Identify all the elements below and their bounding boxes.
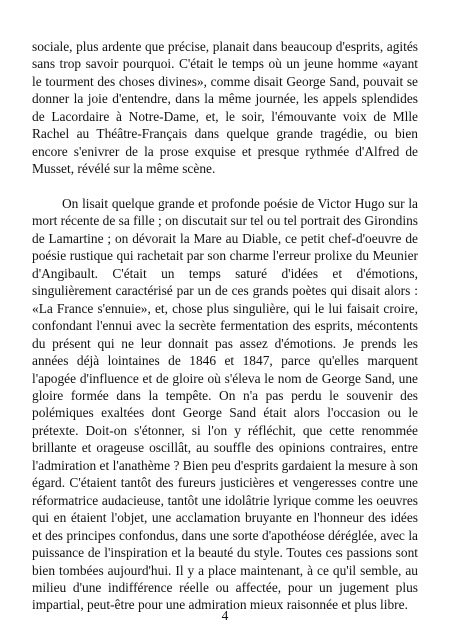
body-paragraph: sociale, plus ardente que précise, planait dans beaucoup d'esprits, agités sans trop savoir pourquoi. C'était le temps où un jeune homme «ayant le tourment des choses divines», comme disait George Sand, pouvait se donner la joie d'entendre, dans la même journée, les appels splendides de Lacordaire à Notre-Dame, et, le soir, l'émouvante voix de Mlle Rachel au Théâtre-Français dans quelque grande tragédie, ou bien encore s'enivrer de la prose exquise et presque rythmée d'Alfred de Musset, révélé sur la même scène.	[32, 39, 418, 177]
page-body	[32, 38, 418, 614]
body-paragraph: On lisait quelque grande et profonde poésie de Victor Hugo sur la mort récente de sa fille ; on discutait sur tel ou tel portrait des Girondins de Lamartine ; on dévorait la Mare au Diable, ce petit chef-d'oeuvre de poésie rustique qui rachetait par son charme l'erreur prolixe du Meunier d'Angibault. C'était un temps saturé d'idées et d'émotions, singulièrement caractérisé par un de ces grands poètes qui disait alors : «La France s'ennuie», et, chose plus singulière, qui le lui faisait croire, confondant l'ennui avec la secrète fermentation des esprits, mécontents du présent qui ne leur donnait pas assez d'émotions. Je prends les années déjà lointaines de 1846 et 1847, parce qu'elles marquent l'apogée d'influence et de gloire où s'éleva le nom de George Sand, une gloire formée dans la tempête. On n'a pas perdu le souvenir des polémiques exaltées dont George Sand était alors l'occasion ou le prétexte. Doit-on s'étonner, si l'on y réfléchit, que cette renommée brillante et orageuse oscillât, au souffle des opinions contraires, entre l'admiration et l'anathème ? Bien peu d'esprits gardaient la mesure à son égard. C'étaient tantôt des fureurs justicières et vengeresses contre une réformatrice audacieuse, tantôt une idolâtrie lyrique comme les oeuvres qui en étaient l'objet, une acclamation bruyante en l'honneur des idées et des principes confondus, dans une sorte d'apothéose déréglée, avec la puissance de l'inspiration et la beauté du style. Toutes ces passions sont bien tombées aujourd'hui. Il y a place maintenant, à ce qu'il semble, au milieu d'une indifférence réelle ou affectée, pour un jugement plus impartial, peut-être pour une admiration mieux raisonnée et plus libre.	[32, 196, 418, 613]
page-number: 4	[221, 608, 229, 623]
